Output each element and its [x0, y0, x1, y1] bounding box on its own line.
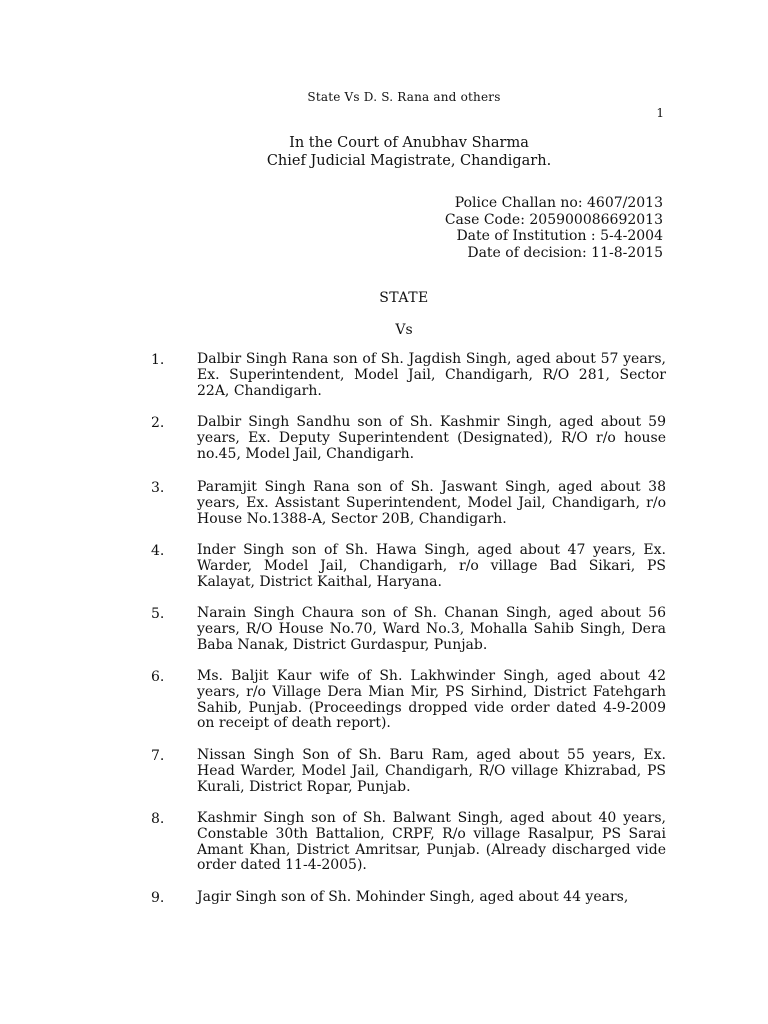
document-header-title: State Vs D. S. Rana and others	[307, 90, 501, 104]
list-item-number: 9.	[151, 890, 165, 906]
list-item-text: Dalbir Singh Rana son of Sh. Jagdish Singh, aged about 57 years, Ex. Superintendent, Model Jail, Chandigarh, R/O 281, Sector 22A, Chandigarh.	[197, 351, 666, 399]
list-item-text: Kashmir Singh son of Sh. Balwant Singh, aged about 40 years, Constable 30th Battalion, CRPF, R/o village Rasalpur, PS Sarai Amant Khan, District Amritsar, Punjab. (Already discharged vide order dated 11-4-2005).	[197, 810, 666, 874]
list-item-text: Jagir Singh son of Sh. Mohinder Singh, aged about 44 years,	[197, 889, 629, 905]
list-item-text: Nissan Singh Son of Sh. Baru Ram, aged about 55 years, Ex. Head Warder, Model Jail, Chandigarh, R/O village Khizrabad, PS Kurali, District Ropar, Punjab.	[197, 747, 666, 795]
list-item-number: 2.	[151, 415, 165, 431]
court-name: In the Court of Anubhav Sharma	[289, 135, 529, 151]
date-of-institution: Date of Institution : 5-4-2004	[456, 228, 663, 244]
list-item-text: Ms. Baljit Kaur wife of Sh. Lakhwinder Singh, aged about 42 years, r/o Village Dera Mian Mir, PS Sirhind, District Fatehgarh Sahib, Punjab. (Proceedings dropped vide order dated 4-9-2009 on receipt of death report).	[197, 668, 666, 732]
court-designation: Chief Judicial Magistrate, Chandigarh.	[266, 153, 552, 169]
party-state: STATE	[379, 290, 429, 306]
list-item-number: 8.	[151, 811, 165, 827]
list-item-number: 7.	[151, 748, 165, 764]
case-info-block	[445, 195, 663, 261]
list-item-text: Paramjit Singh Rana son of Sh. Jaswant Singh, aged about 38 years, Ex. Assistant Superintendent, Model Jail, Chandigarh, r/o House No.1388-A, Sector 20B, Chandigarh.	[197, 479, 666, 527]
list-item-number: 4.	[151, 543, 165, 559]
list-item-text: Narain Singh Chaura son of Sh. Chanan Singh, aged about 56 years, R/O House No.70, Ward No.3, Mohalla Sahib Singh, Dera Baba Nanak, District Gurdaspur, Punjab.	[197, 605, 666, 653]
police-challan-number: Police Challan no: 4607/2013	[454, 195, 663, 211]
case-code: Case Code: 205900086692013	[444, 211, 663, 228]
list-item-text: Inder Singh son of Sh. Hawa Singh, aged about 47 years, Ex. Warder, Model Jail, Chandigarh, r/o village Bad Sikari, PS Kalayat, District Kaithal, Haryana.	[197, 542, 666, 590]
list-item-text: Dalbir Singh Sandhu son of Sh. Kashmir Singh, aged about 59 years, Ex. Deputy Superintendent (Designated), R/O r/o house no.45, Model Jail, Chandigarh.	[197, 414, 666, 462]
date-of-decision: Date of decision: 11-8-2015	[467, 244, 663, 261]
page-number: 1	[656, 106, 664, 120]
list-item-number: 6.	[151, 669, 165, 685]
list-item-number: 5.	[151, 606, 165, 622]
list-item-number: 1.	[151, 352, 165, 368]
party-versus: Vs	[395, 322, 413, 338]
list-item-number: 3.	[151, 480, 165, 496]
court-heading	[0, 134, 768, 170]
